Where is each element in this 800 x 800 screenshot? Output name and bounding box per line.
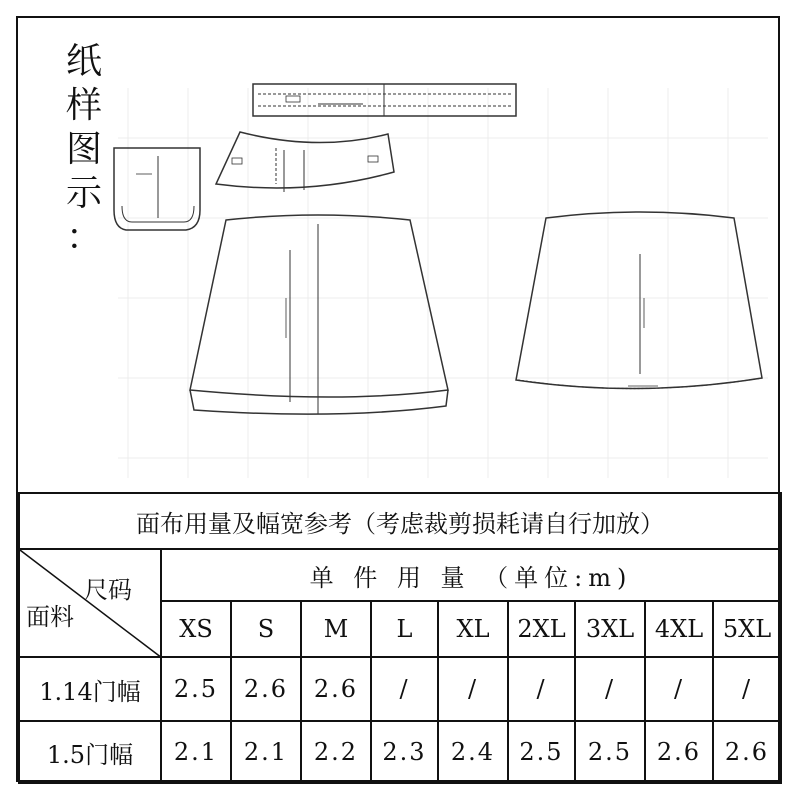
table-row bbox=[19, 657, 781, 721]
fabric-label: 面料 bbox=[26, 603, 74, 631]
table-caption: 面布用量及幅宽参考（考虑裁剪损耗请自行加放） bbox=[19, 493, 781, 549]
fabric-usage-table bbox=[18, 492, 782, 784]
usage-value: 2.3 bbox=[371, 721, 438, 783]
usage-value: 2.6 bbox=[713, 721, 781, 783]
usage-value: 2.5 bbox=[575, 721, 645, 783]
fabric-name: 1.5门幅 bbox=[19, 721, 161, 783]
size-header: XS bbox=[161, 601, 231, 657]
usage-value: 2.6 bbox=[301, 657, 371, 721]
usage-value: 2.5 bbox=[508, 721, 575, 783]
usage-value: 2.6 bbox=[231, 657, 301, 721]
usage-value: 2.1 bbox=[231, 721, 301, 783]
waistband-piece bbox=[253, 84, 516, 116]
title-char: 样 bbox=[65, 85, 102, 126]
pattern-diagram bbox=[18, 18, 780, 492]
usage-value: / bbox=[438, 657, 508, 721]
title-char: 示 bbox=[65, 173, 102, 214]
usage-value: / bbox=[371, 657, 438, 721]
size-header: L bbox=[371, 601, 438, 657]
front-skirt-panel bbox=[190, 215, 448, 414]
background-guides bbox=[118, 88, 768, 478]
usage-value: / bbox=[575, 657, 645, 721]
title-char: 图 bbox=[65, 129, 102, 170]
yoke-piece bbox=[216, 132, 394, 192]
size-header: M bbox=[301, 601, 371, 657]
fabric-name: 1.14门幅 bbox=[19, 657, 161, 721]
size-header: 3XL bbox=[575, 601, 645, 657]
header-corner-cell bbox=[19, 549, 161, 657]
usage-value: / bbox=[713, 657, 781, 721]
title-char: 纸 bbox=[65, 41, 102, 82]
usage-value: 2.2 bbox=[301, 721, 371, 783]
size-header: 5XL bbox=[713, 601, 781, 657]
size-header: 4XL bbox=[645, 601, 713, 657]
usage-value: 2.1 bbox=[161, 721, 231, 783]
pattern-title bbox=[62, 40, 106, 260]
size-label: 尺码 bbox=[84, 576, 132, 604]
usage-value: 2.5 bbox=[161, 657, 231, 721]
back-skirt-panel bbox=[516, 212, 762, 389]
usage-header: 单 件 用 量 （单位:m) bbox=[161, 549, 781, 601]
usage-value: 2.6 bbox=[645, 721, 713, 783]
usage-value: / bbox=[645, 657, 713, 721]
size-header: S bbox=[231, 601, 301, 657]
size-header: 2XL bbox=[508, 601, 575, 657]
title-char: ： bbox=[65, 217, 102, 258]
table-row bbox=[19, 721, 781, 783]
usage-value: 2.4 bbox=[438, 721, 508, 783]
usage-value: / bbox=[508, 657, 575, 721]
size-header: XL bbox=[438, 601, 508, 657]
